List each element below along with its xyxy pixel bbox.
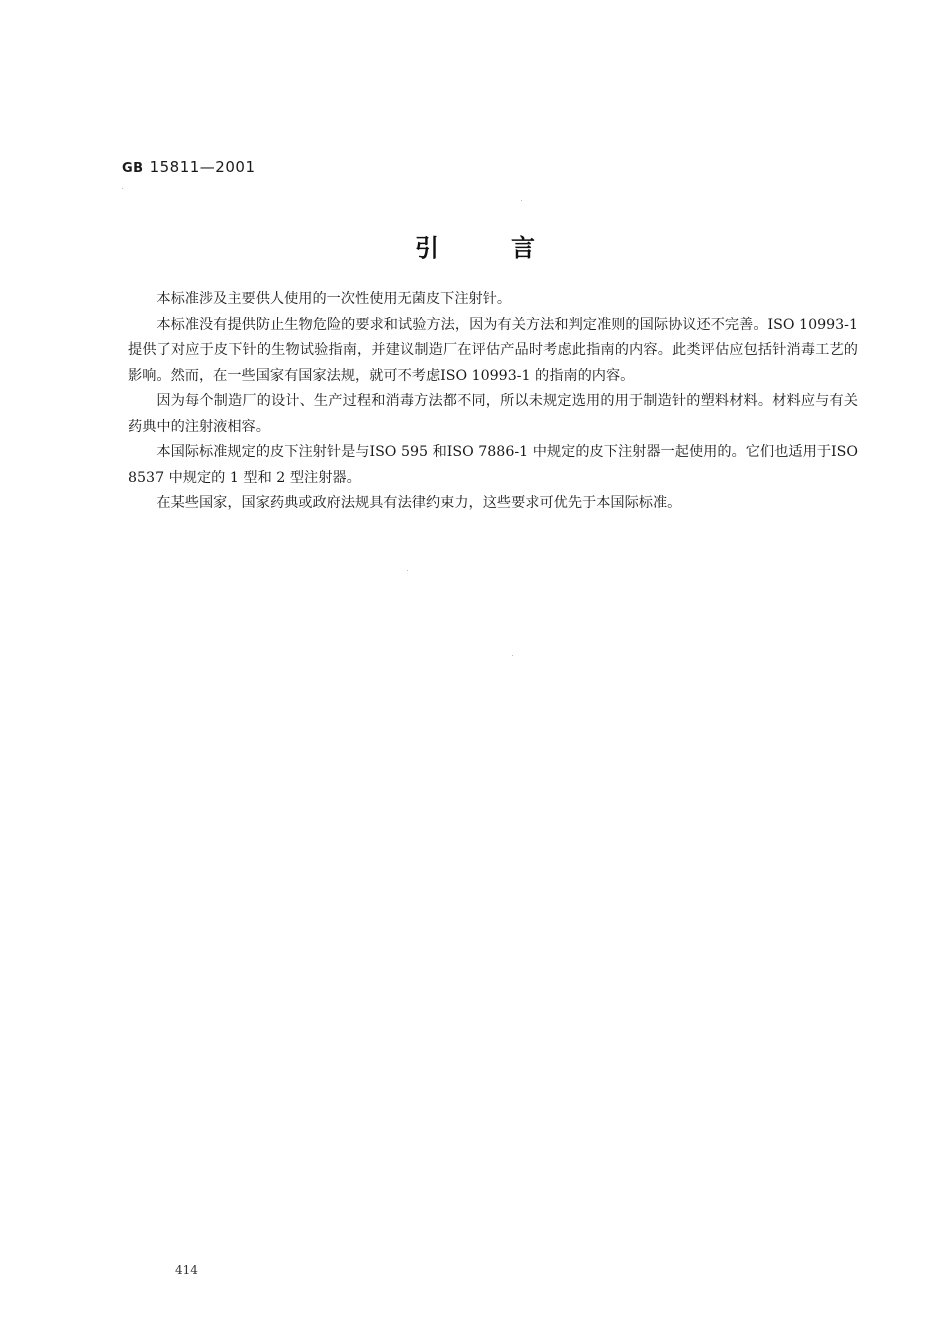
paragraph: 本标准涉及主要供人使用的一次性使用无菌皮下注射针。 — [156, 291, 512, 307]
scan-speck — [122, 188, 123, 189]
standard-prefix: GB — [122, 161, 144, 176]
paragraph: 因为每个制造厂的设计、生产过程和消毒方法都不同，所以未规定选用的用于制造针的塑料材料。材料应与有关药典中的注射液相容。 — [128, 393, 858, 435]
scan-speck — [512, 655, 513, 656]
paragraph: 在某些国家，国家药典或政府法规具有法律约束力，这些要求可优先于本国际标准。 — [156, 495, 682, 511]
scan-speck — [521, 200, 522, 201]
paragraph: 本国际标准规定的皮下注射针是与ISO 595 和ISO 7886-1 中规定的皮下注射器一起使用的。它们也适用于ISO 8537 中规定的 1 型和 2 型注射器。 — [128, 444, 858, 486]
page-title: 引言 — [415, 234, 607, 262]
standard-number-header — [122, 158, 256, 176]
scan-speck — [407, 570, 408, 571]
paragraph: 本标准没有提供防止生物危险的要求和试验方法，因为有关方法和判定准则的国际协议还不完善。ISO 10993-1 提供了对应于皮下针的生物试验指南，并建议制造厂在评估产品时考虑此指南的内容。此类评估应包括针消毒工艺的影响。然而，在一些国家有国家法规，就可不考虑ISO 10993-1 的指南的内容。 — [128, 316, 858, 384]
introduction-body — [128, 287, 858, 517]
standard-code: 15811—2001 — [149, 158, 256, 176]
page-number: 414 — [175, 1263, 198, 1277]
